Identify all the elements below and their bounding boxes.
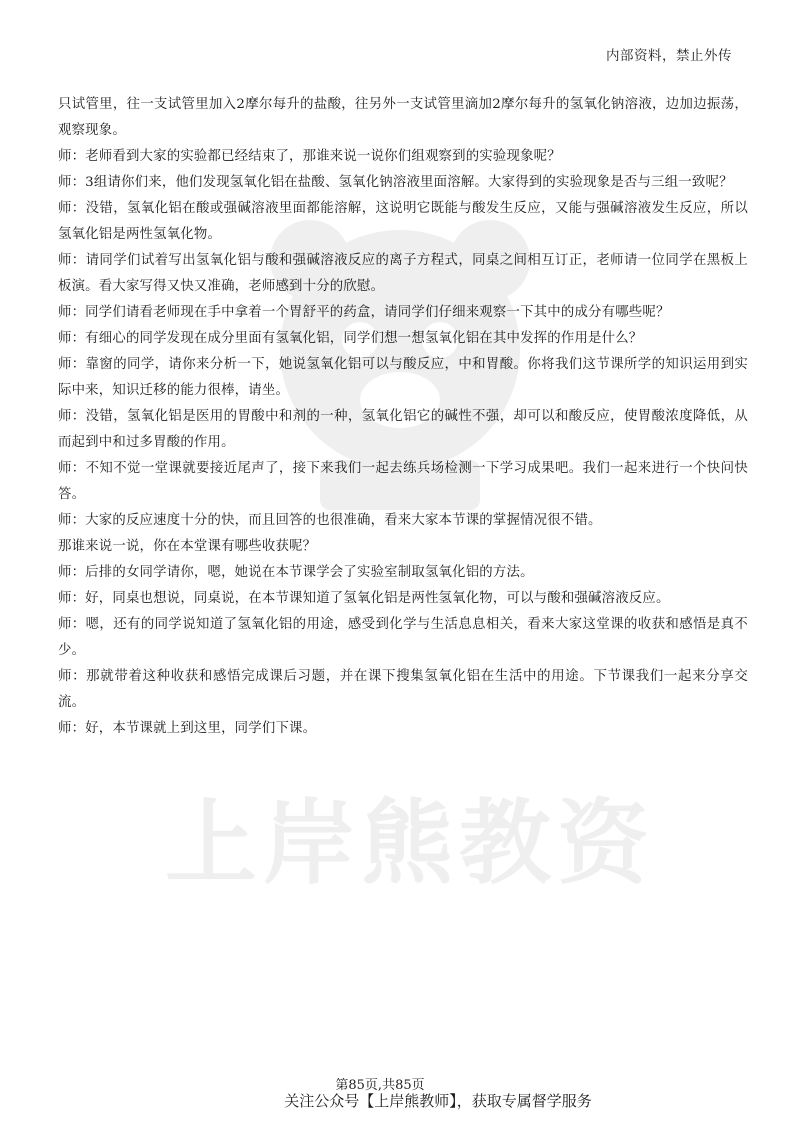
paragraph: 师：那就带着这种收获和感悟完成课后习题，并在课下搜集氢氧化铝在生活中的用途。下节课我们一起来分享交流。 (58, 669, 748, 710)
header-note: 内部资料，禁止外传 (606, 48, 732, 64)
paragraph: 师：不知不觉一堂课就要接近尾声了，接下来我们一起去练兵场检测一下学习成果吧。我们一起来进行一个快问快答。 (58, 461, 748, 502)
watermark-text: 上岸熊教资 (164, 790, 655, 897)
paragraph: 师：大家的反应速度十分的快，而且回答的也很准确，看来大家本节课的掌握情况很不错。 (58, 513, 602, 528)
lesson-transcript (58, 92, 748, 742)
paragraph: 师：没错，氢氧化铝在酸或强碱溶液里面都能溶解，这说明它既能与酸发生反应，又能与强碱溶液发生反应，所以氢氧化铝是两性氢氧化物。 (58, 201, 748, 242)
paragraph: 师：3组请你们来，他们发现氢氧化铝在盐酸、氢氧化钠溶液里面溶解。大家得到的实验现象是否与三组一致呢？ (58, 175, 733, 190)
footer-promo-text: 关注公众号【上岸熊教师】，获取专属督学服务 (284, 1092, 592, 1110)
paragraph: 师：靠窗的同学，请你来分析一下，她说氢氧化铝可以与酸反应，中和胃酸。你将我们这节课所学的知识运用到实际中来，知识迁移的能力很棒，请坐。 (58, 357, 748, 398)
paragraph: 只试管里，往一支试管里加入2摩尔每升的盐酸，往另外一支试管里滴加2摩尔每升的氢氧化钠溶液，边加边振荡，观察现象。 (58, 97, 748, 138)
paragraph: 师：后排的女同学请你，嗯，她说在本节课学会了实验室制取氢氧化铝的方法。 (58, 565, 534, 580)
paragraph: 师：同学们请看老师现在手中拿着一个胃舒平的药盒，请同学们仔细来观察一下其中的成分有哪些呢？ (58, 305, 670, 320)
footer-promo (0, 1090, 800, 1111)
paragraph: 师：老师看到大家的实验都已经结束了，那谁来说一说你们组观察到的实验现象呢？ (58, 149, 561, 164)
page-number-text: 第85页,共85页 (335, 1078, 425, 1093)
paragraph: 那谁来说一说，你在本堂课有哪些收获呢？ (58, 539, 317, 554)
paragraph: 师：没错，氢氧化铝是医用的胃酸中和剂的一种，氢氧化铝它的碱性不强，却可以和酸反应，使胃酸浓度降低，从而起到中和过多胃酸的作用。 (58, 409, 748, 450)
paragraph: 师：好，同桌也想说，同桌说，在本节课知道了氢氧化铝是两性氢氧化物，可以与酸和强碱溶液反应。 (58, 591, 670, 606)
paragraph: 师：好，本节课就上到这里，同学们下课。 (58, 721, 317, 736)
paragraph: 师：有细心的同学发现在成分里面有氢氧化铝，同学们想一想氢氧化铝在其中发挥的作用是什么？ (58, 331, 643, 346)
paragraph: 师：嗯，还有的同学说知道了氢氧化铝的用途，感受到化学与生活息息相关，看来大家这堂课的收获和感悟是真不少。 (58, 617, 748, 658)
paragraph: 师：请同学们试着写出氢氧化铝与酸和强碱溶液反应的离子方程式，同桌之间相互订正，老师请一位同学在黑板上板演。看大家写得又快又准确，老师感到十分的欣慰。 (58, 253, 748, 294)
